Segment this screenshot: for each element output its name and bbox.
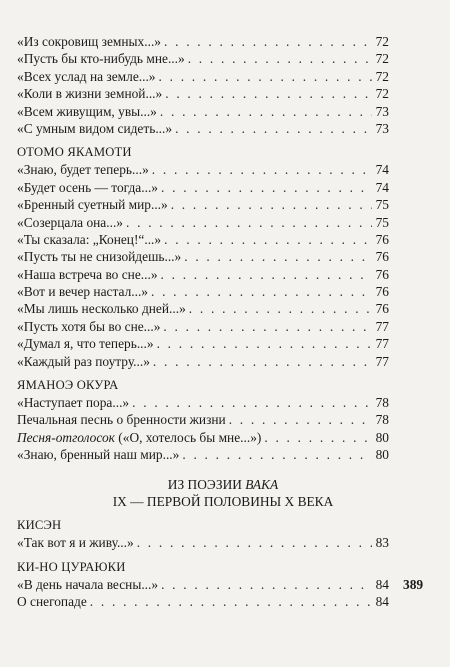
entry-title-composite [17,429,261,446]
entry-title: «Бренный суетный мир...» [17,197,168,213]
toc-entry [17,161,389,178]
entry-page: 72 [375,86,389,102]
entry-title: «Так вот я и живу...» [17,535,134,551]
author-heading: КИСЭН [17,518,62,533]
leader-dots [160,103,372,120]
toc-entry [17,214,389,231]
entry-page: 80 [375,429,389,445]
entry-title: «Коли в жизни земной...» [17,86,163,102]
leader-dots [229,411,372,428]
toc-entry [17,283,389,300]
leader-dots [164,231,372,248]
toc-section [17,558,389,611]
entry-title-rest: («О, хотелось бы мне...») [114,429,262,445]
part-heading-line-2: IX — ПЕРВОЙ ПОЛОВИНЫ X ВЕКА [112,493,334,509]
leader-dots [175,120,372,137]
toc-entry [17,248,389,265]
entry-title: «Знаю, бренный наш мир...» [17,447,180,463]
toc-entry [17,120,389,137]
toc-entry [17,576,389,593]
toc-entry [17,593,389,610]
entry-title: «Мы лишь несколько дней...» [17,301,186,317]
toc-entry [17,394,389,411]
entry-title: «Думал я, что теперь...» [17,336,154,352]
leader-dots [159,68,373,85]
entry-page: 72 [375,51,389,67]
entry-page: 76 [375,231,389,247]
entry-title: «С умным видом сидеть...» [17,120,173,136]
entry-page: 74 [375,162,389,178]
leader-dots [184,248,372,265]
entry-page: 76 [375,301,389,317]
entry-page: 76 [375,249,389,265]
leader-dots [189,300,372,317]
toc-entry [17,534,389,551]
toc-entry [17,300,389,317]
part-heading-prefix: ИЗ ПОЭЗИИ [167,476,246,492]
entry-title: «Пусть хотя бы во сне...» [17,318,161,334]
toc-section [17,33,389,137]
entry-title: «Всех услад на земле...» [17,68,156,84]
leader-dots [126,214,372,231]
toc-page [17,0,389,667]
leader-dots [182,446,372,463]
entry-title: «Всем живущим, увы...» [17,103,157,119]
entry-page: 73 [375,120,389,136]
toc-entry [17,266,389,283]
entry-title-italic: Песня-отголосок [17,429,115,445]
entry-page: 74 [375,179,389,195]
leader-dots [137,534,372,551]
leader-dots [151,283,372,300]
leader-dots [90,593,372,610]
entry-title: «Созерцала она...» [17,214,123,230]
entry-page: 75 [375,214,389,230]
toc-section [17,143,389,370]
toc-entry [17,231,389,248]
entry-title: «Наша встреча во сне...» [17,266,158,282]
toc-entry [17,179,389,196]
author-heading: КИ-НО ЦУРАЮКИ [17,559,126,574]
author-heading: ОТОМО ЯКАМОТИ [17,145,132,160]
entry-title: «Знаю, будет теперь...» [17,162,149,178]
part-heading-italic: ВАКА [245,476,279,492]
entry-page: 77 [375,336,389,352]
entry-page: 72 [375,34,389,49]
entry-title: О снегопаде [17,594,87,610]
entry-title: «Вот и вечер настал...» [17,284,148,300]
leader-dots [153,353,372,370]
toc-entry [17,103,389,120]
leader-dots [264,429,372,446]
toc-entry [17,68,389,85]
entry-title: «В день начала весны...» [17,576,159,592]
entry-page: 77 [375,353,389,369]
toc-entry [17,33,389,50]
entry-page: 80 [375,447,389,463]
entry-page: 75 [375,197,389,213]
leader-dots [152,161,372,178]
toc-entry [17,196,389,213]
leader-dots [161,179,372,196]
toc-entries [17,33,389,611]
leader-dots [165,85,372,102]
entry-page: 78 [375,412,389,428]
toc-entry [17,353,389,370]
leader-dots [161,266,372,283]
toc-entry [17,318,389,335]
entry-title: «Из сокровищ земных...» [17,34,161,49]
entry-page: 78 [375,395,389,411]
toc-entry [17,335,389,352]
entry-page: 73 [375,103,389,119]
toc-section [17,516,389,551]
entry-title: Печальная песнь о бренности жизни [17,412,226,428]
entry-page: 76 [375,284,389,300]
entry-page: 76 [375,266,389,282]
entry-page: 84 [375,576,389,592]
entry-title: «Будет осень — тогда...» [17,179,158,195]
entry-page: 83 [375,535,389,551]
toc-section [17,376,389,464]
toc-entry [17,50,389,67]
part-heading [17,476,389,511]
entry-title: «Пусть бы кто-нибудь мне...» [17,51,185,67]
entry-title: «Каждый раз поутру...» [17,353,150,369]
leader-dots [157,335,372,352]
toc-entry [17,446,389,463]
leader-dots [171,196,372,213]
leader-dots [188,50,372,67]
page-number: 389 [403,577,424,592]
leader-dots [132,394,372,411]
part-heading-line-1 [17,476,389,493]
leader-dots [164,33,372,50]
entry-page: 77 [375,318,389,334]
entry-page: 84 [375,594,389,610]
leader-dots [163,318,372,335]
toc-entry [17,411,389,428]
entry-title: «Пусть ты не снизойдешь...» [17,249,182,265]
toc-entry [17,85,389,102]
entry-title: «Наступает пора...» [17,395,130,411]
toc-entry [17,429,389,446]
entry-page: 72 [375,68,389,84]
leader-dots [161,576,372,593]
entry-title: «Ты сказала: „Конец!“...» [17,231,162,247]
author-heading: ЯМАНОЭ ОКУРА [17,378,119,393]
